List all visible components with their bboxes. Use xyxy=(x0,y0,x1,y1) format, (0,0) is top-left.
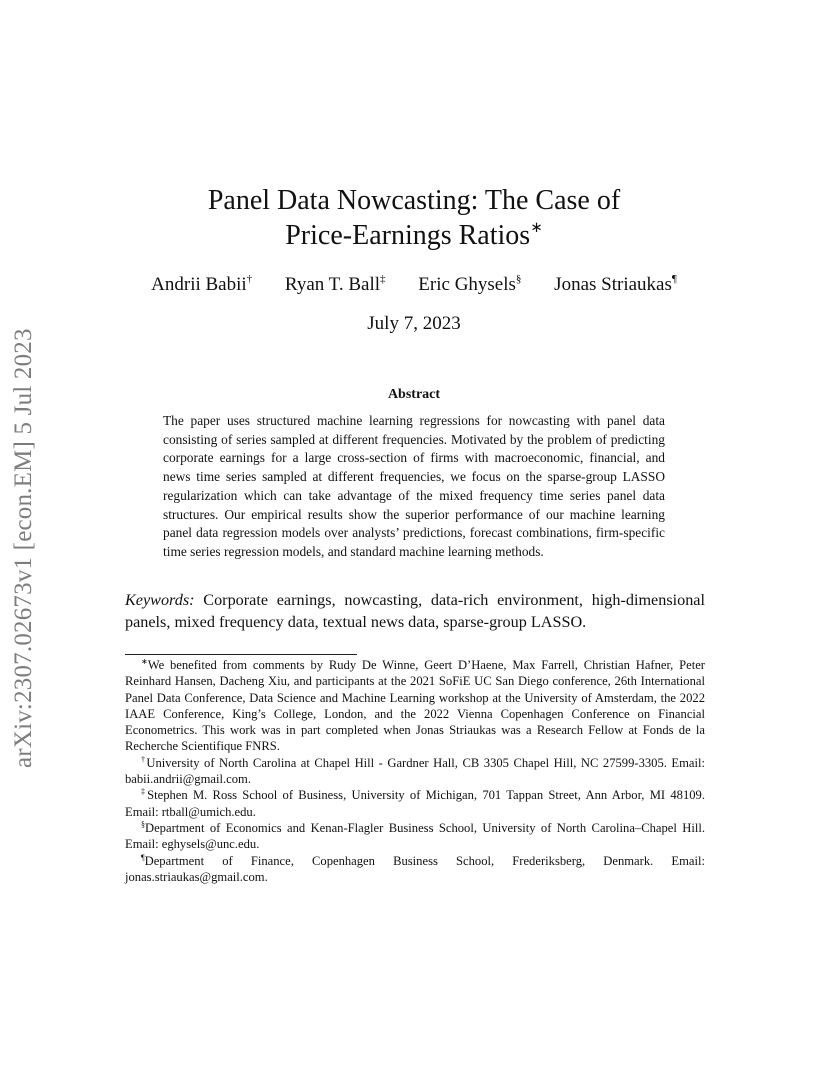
abstract-heading: Abstract xyxy=(387,387,441,402)
footnote-mark: ¶ xyxy=(141,852,145,862)
author-name: Jonas Striaukas xyxy=(554,274,672,295)
arxiv-identifier: arXiv:2307.02673v1 [econ.EM] 5 Jul 2023 xyxy=(10,328,37,768)
footnote-mark: § xyxy=(141,819,145,829)
title-line-1: Panel Data Nowcasting: The Case of xyxy=(207,185,621,216)
footnote-mark: ∗ xyxy=(141,657,148,666)
title-line-2-text: Price-Earnings Ratios xyxy=(285,220,531,251)
author-name: Andrii Babii xyxy=(151,274,247,295)
footnote-text: University of North Carolina at Chapel Hill - Gardner Hall, CB 3305 Chapel Hill, NC 27599-3305. Email: babii.andrii@gmail.com. xyxy=(125,755,705,787)
keywords xyxy=(125,589,705,633)
author-3 xyxy=(418,274,521,295)
footnote-affiliation-ghysels xyxy=(125,820,705,853)
footnote-text: Department of Economics and Kenan-Flagler Business School, University of North Carolina–Chapel Hill. Email: eghysels@unc.edu. xyxy=(125,820,705,852)
footnote-mark: † xyxy=(141,754,147,764)
footnote-affiliation-babii xyxy=(125,755,705,788)
keywords-text: Corporate earnings, nowcasting, data-rich environment, high-dimensional panels, mixed frequency data, textual news data, sparse-group LASSO. xyxy=(125,591,705,631)
keywords-label: Keywords: xyxy=(125,591,195,609)
author-name: Eric Ghysels xyxy=(418,274,516,295)
footnote-affiliation-striaukas xyxy=(125,853,705,886)
author-2 xyxy=(285,274,386,295)
author-mark: § xyxy=(515,273,522,285)
author-list xyxy=(0,274,828,296)
author-mark: ‡ xyxy=(380,273,386,285)
title-line-2 xyxy=(0,218,828,253)
footnote-acknowledgements xyxy=(125,657,705,755)
footnote-text: Department of Finance, Copenhagen Business School, Frederiksberg, Denmark. Email: jonas.striaukas@gmail.com. xyxy=(125,853,705,884)
author-4 xyxy=(554,274,677,295)
footnotes xyxy=(125,657,705,885)
paper-title xyxy=(0,183,828,253)
footnote-text: We benefited from comments by Rudy De Winne, Geert D’Haene, Max Farrell, Christian Hafner, Peter Reinhard Hansen, Dacheng Xiu, and participants at the 2021 SoFiE UC San Diego conference, 26th International Panel Data Conference, Data Science and Machine Learning workshop at the University of Amsterdam, the 2022 IAAE Conference, King’s College, London, and the 2022 Vienna Copenhagen Conference on Financial Econometrics. This work was in part completed when Jonas Striaukas was a Research Fellow at Fonds de la Recherche Scientifique FNRS. xyxy=(125,658,705,754)
paper-date: July 7, 2023 xyxy=(367,313,461,334)
abstract-text: The paper uses structured machine learning regressions for nowcasting with panel data consisting of series sampled at different frequencies. Motivated by the problem of predicting corporate earnings for a large cross-section of firms with macroeconomic, financial, and news time series sampled at different frequencies, we focus on the sparse-group LASSO regularization which can take advantage of the mixed frequency time series panel data structures. Our empirical results show the superior performance of our machine learning panel data regression models over analysts’ predictions, forecast combinations, firm-specific time series regression models, and standard machine learning methods. xyxy=(163,413,665,559)
footnote-divider xyxy=(125,654,357,655)
author-mark: ¶ xyxy=(671,273,677,285)
footnote-affiliation-ball xyxy=(125,787,705,820)
author-1 xyxy=(151,274,252,295)
author-mark: † xyxy=(246,273,253,285)
title-footnote-mark: ∗ xyxy=(530,220,543,236)
author-name: Ryan T. Ball xyxy=(284,274,381,295)
footnote-mark: ‡ xyxy=(141,787,148,797)
footnote-text: Stephen M. Ross School of Business, University of Michigan, 701 Tappan Street, Ann Arbor, MI 48109. Email: rtball@umich.edu. xyxy=(125,788,705,819)
